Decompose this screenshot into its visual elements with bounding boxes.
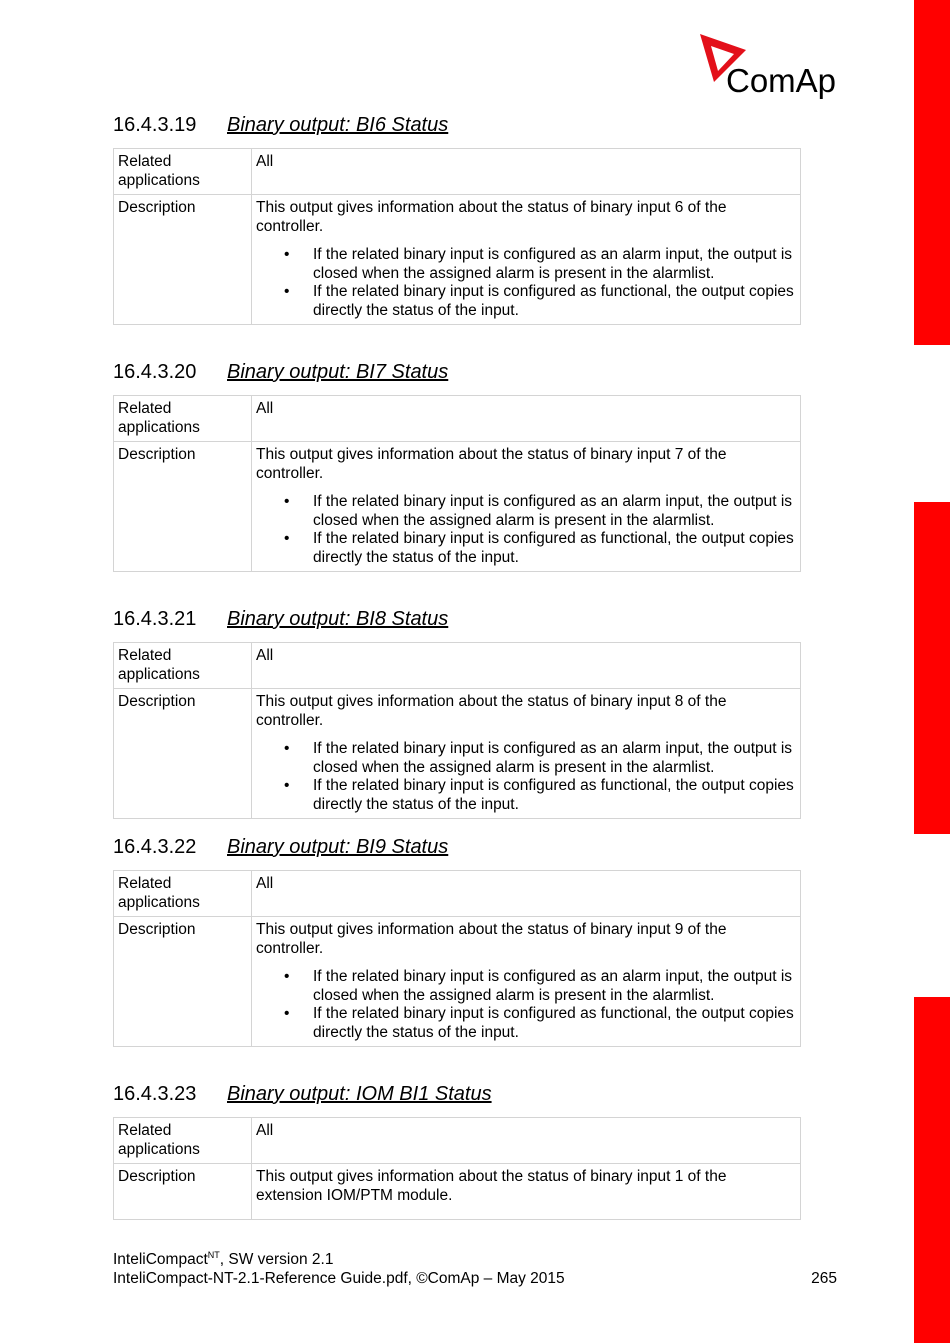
bullet-list [256, 740, 796, 814]
list-item: • If the related binary input is configured as an alarm input, the output is closed when the assigned alarm is present in the alarmlist. [256, 246, 796, 283]
table-row [114, 396, 801, 442]
section-heading [113, 1083, 801, 1117]
table-row [114, 1164, 801, 1220]
related-label: Related applications [114, 871, 252, 917]
description-cell [252, 917, 801, 1047]
related-label: Related applications [114, 643, 252, 689]
description-text: This output gives information about the status of binary input 9 of the controller. [256, 921, 727, 957]
table-row [114, 689, 801, 819]
bullet-list [256, 246, 796, 320]
info-table [113, 1117, 801, 1220]
info-table [113, 870, 801, 1047]
section-bi8 [113, 608, 801, 819]
list-item: • If the related binary input is configured as functional, the output copies directly the status of the input. [256, 777, 796, 814]
description-cell [252, 1164, 801, 1220]
section-number: 16.4.3.22 [113, 836, 197, 858]
footer-product-sup: NT [207, 1250, 220, 1260]
side-tab-bottom [914, 997, 950, 1343]
table-row [114, 871, 801, 917]
description-text: This output gives information about the status of binary input 7 of the controller. [256, 446, 727, 482]
list-item: • If the related binary input is configured as an alarm input, the output is closed when the assigned alarm is present in the alarmlist. [256, 968, 796, 1005]
table-row [114, 149, 801, 195]
side-tab-middle [914, 502, 950, 834]
related-value: All [252, 149, 801, 195]
side-tab-top [914, 0, 950, 345]
list-item: • If the related binary input is configured as functional, the output copies directly the status of the input. [256, 283, 796, 320]
list-item: • If the related binary input is configured as an alarm input, the output is closed when the assigned alarm is present in the alarmlist. [256, 740, 796, 777]
footer-doc: InteliCompact-NT-2.1-Reference Guide.pdf, ©ComAp – May 2015 [113, 1270, 565, 1287]
section-heading [113, 361, 801, 395]
info-table [113, 148, 801, 325]
section-title: Binary output: BI6 Status [227, 114, 449, 136]
related-label: Related applications [114, 396, 252, 442]
footer-version: , SW version 2.1 [219, 1251, 334, 1268]
description-text: This output gives information about the status of binary input 1 of the extension IOM/PTM module. [256, 1168, 727, 1204]
page-number: 265 [811, 1270, 837, 1287]
logo-wordmark: ComAp [726, 62, 837, 99]
description-label: Description [114, 442, 252, 572]
description-cell [252, 689, 801, 819]
description-cell [252, 442, 801, 572]
section-number: 16.4.3.21 [113, 608, 197, 630]
related-label: Related applications [114, 149, 252, 195]
table-row [114, 195, 801, 325]
description-cell [252, 195, 801, 325]
related-value: All [252, 871, 801, 917]
related-label: Related applications [114, 1118, 252, 1164]
related-value: All [252, 643, 801, 689]
description-label: Description [114, 689, 252, 819]
list-item: • If the related binary input is configured as functional, the output copies directly the status of the input. [256, 530, 796, 567]
description-label: Description [114, 195, 252, 325]
section-heading [113, 608, 801, 642]
section-bi6 [113, 114, 801, 325]
footer-product: InteliCompact [113, 1251, 208, 1268]
list-item: • If the related binary input is configured as an alarm input, the output is closed when the assigned alarm is present in the alarmlist. [256, 493, 796, 530]
bullet-list [256, 968, 796, 1042]
section-title: Binary output: BI9 Status [227, 836, 449, 858]
table-row [114, 442, 801, 572]
table-row [114, 917, 801, 1047]
bullet-list [256, 493, 796, 567]
description-label: Description [114, 917, 252, 1047]
info-table [113, 395, 801, 572]
description-label: Description [114, 1164, 252, 1220]
list-item: • If the related binary input is configured as functional, the output copies directly the status of the input. [256, 1005, 796, 1042]
page-footer [113, 1250, 837, 1288]
section-bi7 [113, 361, 801, 572]
footer-version-line [113, 1250, 837, 1269]
section-number: 16.4.3.20 [113, 361, 197, 383]
info-table [113, 642, 801, 819]
table-row [114, 643, 801, 689]
section-bi9 [113, 836, 801, 1047]
section-title: Binary output: IOM BI1 Status [227, 1083, 492, 1105]
section-heading [113, 836, 801, 870]
section-heading [113, 114, 801, 148]
section-number: 16.4.3.19 [113, 114, 197, 136]
description-text: This output gives information about the status of binary input 6 of the controller. [256, 199, 727, 235]
section-iom-bi1 [113, 1083, 801, 1220]
comap-logo [698, 30, 843, 105]
table-row [114, 1118, 801, 1164]
section-title: Binary output: BI8 Status [227, 608, 449, 630]
section-number: 16.4.3.23 [113, 1083, 197, 1105]
section-title: Binary output: BI7 Status [227, 361, 449, 383]
related-value: All [252, 1118, 801, 1164]
related-value: All [252, 396, 801, 442]
description-text: This output gives information about the status of binary input 8 of the controller. [256, 693, 727, 729]
